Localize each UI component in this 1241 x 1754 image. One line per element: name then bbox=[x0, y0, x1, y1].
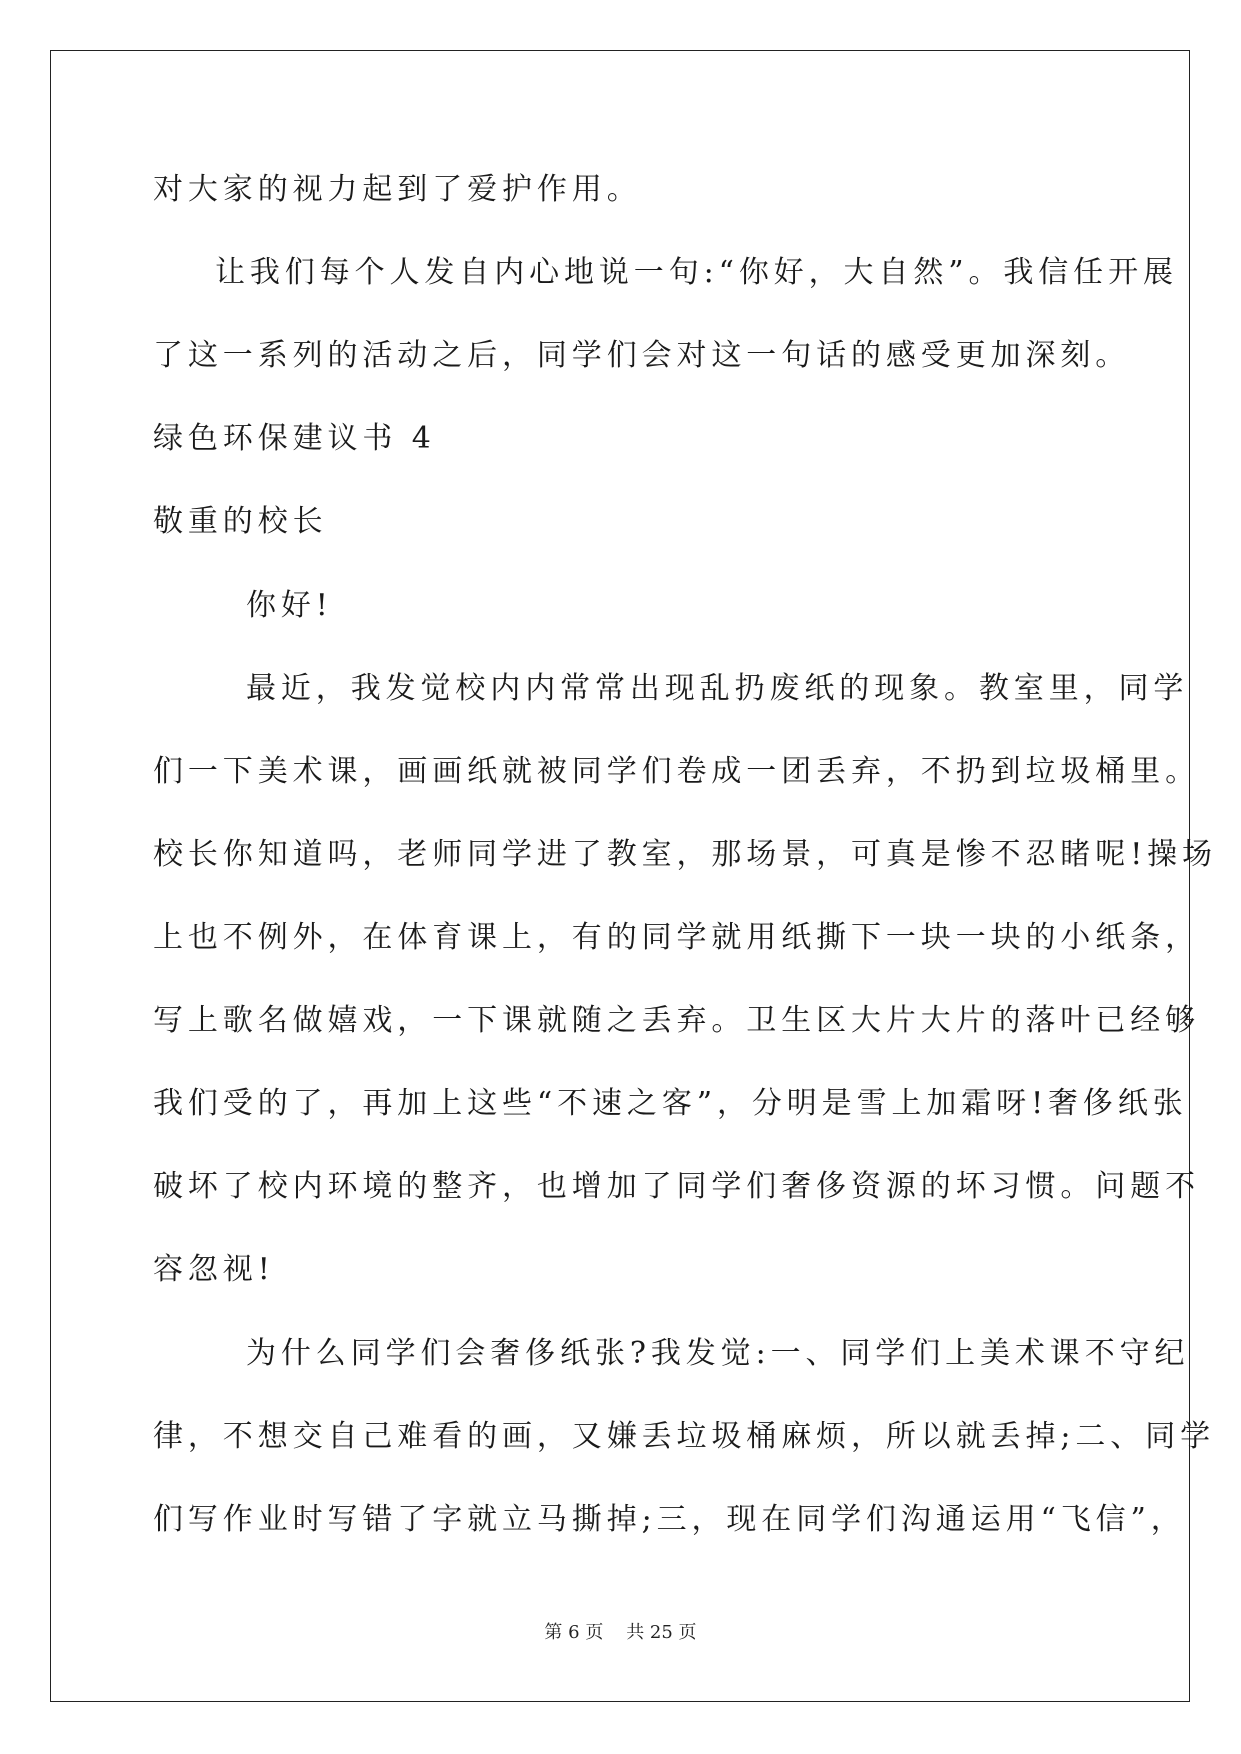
body-text-line: 对大家的视力起到了爱护作用。 bbox=[153, 172, 642, 207]
body-text-line: 了这一系列的活动之后，同学们会对这一句话的感受更加深刻。 bbox=[153, 338, 1131, 373]
greeting: 你好! bbox=[246, 588, 333, 623]
body-text-line: 们一下美术课，画画纸就被同学们卷成一团丢弃，不扔到垃圾桶里。 bbox=[153, 754, 1200, 789]
body-text-line: 最近，我发觉校内内常常出现乱扔废纸的现象。教室里，同学 bbox=[246, 671, 1189, 706]
body-text-line: 律，不想交自己难看的画，又嫌丢垃圾桶麻烦，所以就丢掉;二、同学 bbox=[153, 1419, 1216, 1454]
page-number-footer: 第 6 页 共 25 页 bbox=[544, 1622, 697, 1643]
salutation: 敬重的校长 bbox=[153, 504, 328, 539]
body-text-line: 校长你知道吗，老师同学进了教室，那场景，可真是惨不忍睹呢!操场 bbox=[153, 837, 1217, 872]
body-text-line: 我们受的了，再加上这些“不速之客”，分明是雪上加霜呀!奢侈纸张 bbox=[153, 1086, 1188, 1121]
body-text-line: 上也不例外，在体育课上，有的同学就用纸撕下一块一块的小纸条， bbox=[153, 920, 1200, 955]
body-text-line: 写上歌名做嬉戏，一下课就随之丢弃。卫生区大片大片的落叶已经够 bbox=[153, 1003, 1200, 1038]
body-text-line: 们写作业时写错了字就立马撕掉;三，现在同学们沟通运用“飞信”， bbox=[153, 1502, 1186, 1537]
body-text-line: 让我们每个人发自内心地说一句:“你好，大自然”。我信任开展 bbox=[215, 255, 1178, 290]
body-text-line: 为什么同学们会奢侈纸张?我发觉:一、同学们上美术课不守纪 bbox=[246, 1336, 1190, 1371]
body-text-line: 破坏了校内环境的整齐，也增加了同学们奢侈资源的坏习惯。问题不 bbox=[153, 1169, 1200, 1204]
body-text-line: 容忽视! bbox=[153, 1252, 275, 1287]
section-heading: 绿色环保建议书 4 bbox=[153, 421, 436, 456]
